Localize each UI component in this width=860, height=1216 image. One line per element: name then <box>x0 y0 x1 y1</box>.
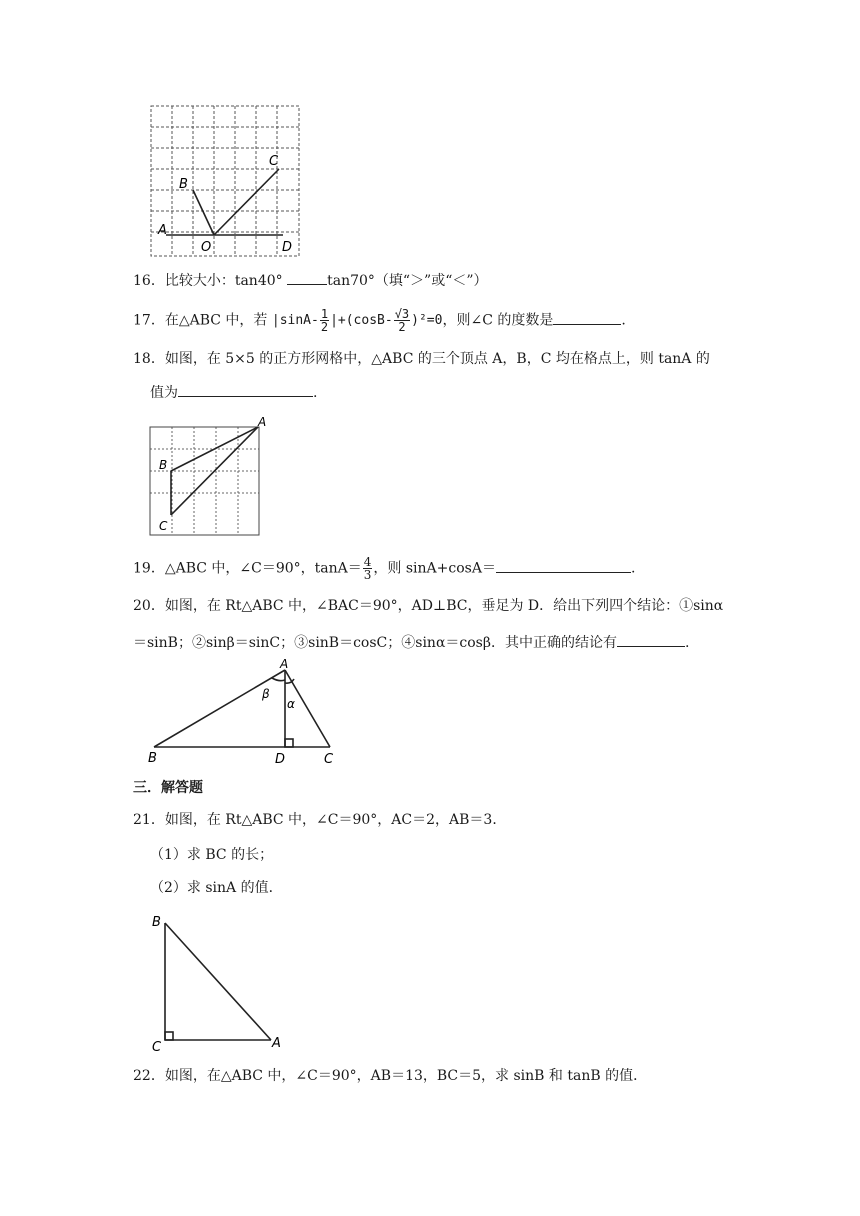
q17-frac1-den: 2 <box>320 320 329 334</box>
q15-label-b: B <box>179 177 188 192</box>
question-22 <box>133 1066 647 1086</box>
q20-end: . <box>684 635 690 651</box>
q18-line2: 值为 <box>150 385 178 401</box>
q16-number: 16． <box>133 273 165 289</box>
question-17 <box>133 308 626 333</box>
q20-label-c: C <box>324 752 334 767</box>
q19-number: 19． <box>133 560 165 577</box>
q17-text-a: 在△ABC 中，若 <box>164 312 268 329</box>
question-20-line1 <box>133 596 723 616</box>
q20-line2: ＝sinB；②sinβ＝sinC；③sinB＝cosC；④sinα＝cosβ．其中正确的结论有 <box>133 635 617 651</box>
q17-frac2-den: 2 <box>398 320 406 334</box>
question-21 <box>133 810 506 830</box>
q19-end: . <box>630 560 636 577</box>
q16-text-b: tan70°（填“＞”或“＜”） <box>327 273 488 289</box>
q17-expr-right: )²=0 <box>411 313 443 328</box>
q17-fraction-root3 <box>394 308 410 333</box>
q17-frac2-num: √3 <box>394 307 410 321</box>
q17-equation <box>272 308 443 333</box>
question-18-line1 <box>133 349 710 369</box>
q21-sub1: （1）求 BC 的长； <box>150 847 274 863</box>
q18-label-c: C <box>159 519 168 533</box>
q20-line1: 如图，在 Rt△ABC 中，∠BAC＝90°，AD⊥BC，垂足为 D．给出下列四个结论：①sinα <box>164 598 724 614</box>
q15-label-c: C <box>269 154 279 169</box>
q20-answer-blank[interactable] <box>617 632 685 647</box>
q17-expr-left: |sinA- <box>271 313 319 328</box>
q15-grid-figure <box>148 103 303 260</box>
question-16 <box>133 270 488 291</box>
q18-number: 18． <box>133 351 165 367</box>
q20-label-b: B <box>148 751 157 766</box>
question-19 <box>133 556 635 581</box>
q16-text-a: 比较大小：tan40° <box>164 273 283 289</box>
q22-number: 22． <box>133 1068 165 1084</box>
q21-number: 21． <box>133 812 165 828</box>
q17-end: . <box>621 312 626 329</box>
q17-expr-mid: |+(cosB- <box>330 313 393 328</box>
q18-line1: 如图，在 5×5 的正方形网格中，△ABC 的三个顶点 A，B，C 均在格点上，则 tanA 的 <box>164 351 710 367</box>
q20-triangle-figure <box>144 658 344 768</box>
q15-label-d: D <box>282 240 293 255</box>
q21-label-c: C <box>152 1040 162 1055</box>
q21-label-b: B <box>152 915 161 930</box>
q16-answer-blank[interactable] <box>287 270 327 285</box>
q19-frac-num: 4 <box>363 555 372 569</box>
q21-sub2: （2）求 sinA 的值． <box>150 880 283 896</box>
q15-label-o: O <box>201 240 212 255</box>
q18-label-b: B <box>159 458 168 472</box>
q18-label-a: A <box>258 415 267 429</box>
q19-text-a: △ABC 中，∠C＝90°，tanA＝ <box>164 560 362 577</box>
q15-label-a: A <box>158 223 167 238</box>
q21-label-a: A <box>272 1036 281 1051</box>
q21-text: 如图，在 Rt△ABC 中，∠C＝90°，AC＝2，AB＝3． <box>164 812 507 828</box>
q22-text: 如图，在△ABC 中，∠C＝90°，AB＝13，BC＝5，求 sinB 和 tanB 的值． <box>164 1068 648 1084</box>
q17-frac1-num: 1 <box>320 307 329 321</box>
q17-text-b: ，则∠C 的度数是 <box>442 312 554 329</box>
q21-triangle-figure <box>148 908 288 1056</box>
q19-fraction <box>363 556 373 581</box>
q20-number: 20． <box>133 598 165 614</box>
q19-text-b: ，则 sinA+cosA＝ <box>373 560 496 577</box>
q18-end: . <box>313 385 318 401</box>
q18-grid-figure <box>148 415 272 537</box>
q20-label-a: A <box>280 658 289 671</box>
q20-label-beta: β <box>262 687 270 701</box>
question-20-line2 <box>133 632 689 653</box>
q17-answer-blank[interactable] <box>553 310 621 325</box>
q17-number: 17． <box>133 312 165 329</box>
question-18-line2 <box>150 382 317 403</box>
q19-frac-den: 3 <box>363 568 372 582</box>
q20-label-d: D <box>275 752 286 767</box>
q19-answer-blank[interactable] <box>496 558 631 573</box>
section-3-title: 三．解答题 <box>133 780 203 796</box>
q20-label-alpha: α <box>287 697 295 711</box>
q17-fraction-half <box>320 308 329 333</box>
q18-answer-blank[interactable] <box>178 382 313 397</box>
